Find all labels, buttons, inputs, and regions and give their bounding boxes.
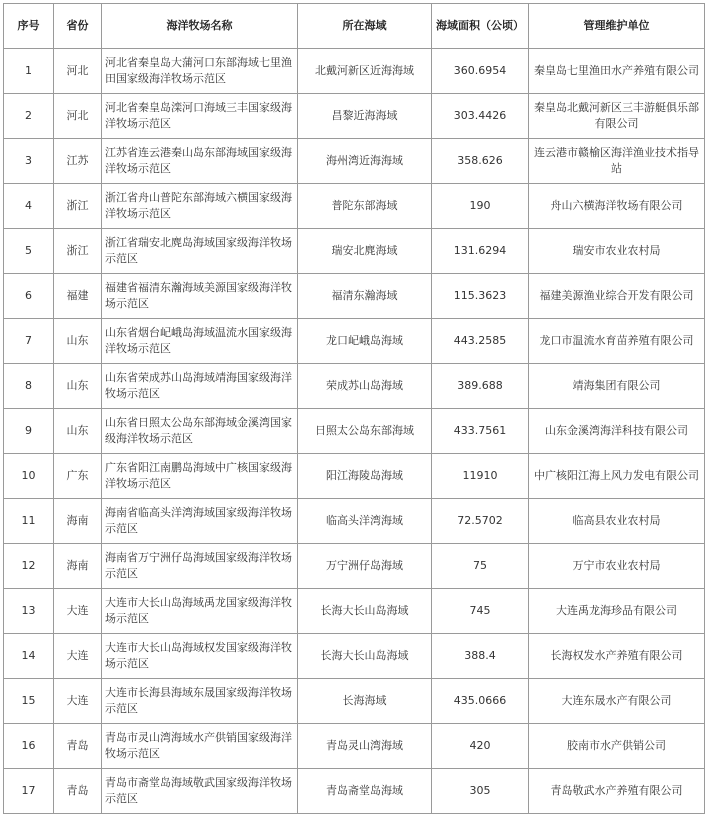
cell-province: 河北 bbox=[54, 94, 102, 139]
table-container bbox=[3, 3, 704, 814]
cell-name: 福建省福清东瀚海域美源国家级海洋牧场示范区 bbox=[102, 274, 298, 319]
cell-name: 青岛市灵山湾海域水产供销国家级海洋牧场示范区 bbox=[102, 724, 298, 769]
cell-sea: 青岛灵山湾海域 bbox=[298, 724, 432, 769]
cell-unit: 龙口市温流水育苗养殖有限公司 bbox=[529, 319, 705, 364]
cell-province: 大连 bbox=[54, 679, 102, 724]
cell-no: 17 bbox=[4, 769, 54, 814]
cell-no: 11 bbox=[4, 499, 54, 544]
cell-sea: 长海大长山岛海域 bbox=[298, 634, 432, 679]
cell-no: 15 bbox=[4, 679, 54, 724]
table-row bbox=[4, 319, 705, 364]
cell-province: 青岛 bbox=[54, 769, 102, 814]
cell-unit: 胶南市水产供销公司 bbox=[529, 724, 705, 769]
cell-name: 广东省阳江南鹏岛海域中广核国家级海洋牧场示范区 bbox=[102, 454, 298, 499]
cell-sea: 福清东瀚海域 bbox=[298, 274, 432, 319]
cell-sea: 海州湾近海海域 bbox=[298, 139, 432, 184]
cell-sea: 临高头洋湾海域 bbox=[298, 499, 432, 544]
cell-province: 山东 bbox=[54, 364, 102, 409]
cell-sea: 昌黎近海海域 bbox=[298, 94, 432, 139]
cell-unit: 长海权发水产养殖有限公司 bbox=[529, 634, 705, 679]
table-row bbox=[4, 409, 705, 454]
cell-province: 青岛 bbox=[54, 724, 102, 769]
cell-no: 3 bbox=[4, 139, 54, 184]
table-row bbox=[4, 634, 705, 679]
cell-province: 大连 bbox=[54, 634, 102, 679]
cell-province: 河北 bbox=[54, 49, 102, 94]
cell-unit: 福建美源渔业综合开发有限公司 bbox=[529, 274, 705, 319]
cell-name: 海南省临高头洋湾海域国家级海洋牧场示范区 bbox=[102, 499, 298, 544]
cell-sea: 日照太公岛东部海域 bbox=[298, 409, 432, 454]
cell-no: 4 bbox=[4, 184, 54, 229]
cell-area: 131.6294 bbox=[432, 229, 529, 274]
cell-unit: 瑞安市农业农村局 bbox=[529, 229, 705, 274]
cell-sea: 阳江海陵岛海域 bbox=[298, 454, 432, 499]
cell-sea: 北戴河新区近海海域 bbox=[298, 49, 432, 94]
cell-name: 江苏省连云港秦山岛东部海域国家级海洋牧场示范区 bbox=[102, 139, 298, 184]
cell-unit: 中广核阳江海上风力发电有限公司 bbox=[529, 454, 705, 499]
cell-no: 12 bbox=[4, 544, 54, 589]
cell-no: 2 bbox=[4, 94, 54, 139]
cell-unit: 山东金溪湾海洋科技有限公司 bbox=[529, 409, 705, 454]
cell-province: 山东 bbox=[54, 319, 102, 364]
table-row bbox=[4, 499, 705, 544]
cell-no: 10 bbox=[4, 454, 54, 499]
table-row bbox=[4, 184, 705, 229]
cell-name: 山东省日照太公岛东部海域金溪湾国家级海洋牧场示范区 bbox=[102, 409, 298, 454]
table-row bbox=[4, 589, 705, 634]
cell-name: 青岛市斋堂岛海域敬武国家级海洋牧场示范区 bbox=[102, 769, 298, 814]
table-row bbox=[4, 544, 705, 589]
cell-area: 389.688 bbox=[432, 364, 529, 409]
cell-province: 山东 bbox=[54, 409, 102, 454]
cell-province: 浙江 bbox=[54, 229, 102, 274]
table-row bbox=[4, 769, 705, 814]
cell-area: 420 bbox=[432, 724, 529, 769]
cell-area: 11910 bbox=[432, 454, 529, 499]
cell-no: 8 bbox=[4, 364, 54, 409]
header-no: 序号 bbox=[4, 4, 54, 49]
cell-unit: 青岛敬武水产养殖有限公司 bbox=[529, 769, 705, 814]
table-row bbox=[4, 274, 705, 319]
cell-province: 浙江 bbox=[54, 184, 102, 229]
cell-province: 大连 bbox=[54, 589, 102, 634]
cell-sea: 长海海域 bbox=[298, 679, 432, 724]
table-header-row bbox=[4, 4, 705, 49]
cell-area: 433.7561 bbox=[432, 409, 529, 454]
cell-name: 河北省秦皇岛滦河口海域三丰国家级海洋牧场示范区 bbox=[102, 94, 298, 139]
cell-unit: 连云港市赣榆区海洋渔业技术指导站 bbox=[529, 139, 705, 184]
cell-area: 115.3623 bbox=[432, 274, 529, 319]
cell-area: 443.2585 bbox=[432, 319, 529, 364]
cell-name: 浙江省舟山普陀东部海域六横国家级海洋牧场示范区 bbox=[102, 184, 298, 229]
header-unit: 管理维护单位 bbox=[529, 4, 705, 49]
cell-no: 1 bbox=[4, 49, 54, 94]
table-row bbox=[4, 364, 705, 409]
cell-area: 388.4 bbox=[432, 634, 529, 679]
cell-area: 360.6954 bbox=[432, 49, 529, 94]
table-row bbox=[4, 724, 705, 769]
cell-unit: 舟山六横海洋牧场有限公司 bbox=[529, 184, 705, 229]
cell-name: 河北省秦皇岛大蒲河口东部海域七里渔田国家级海洋牧场示范区 bbox=[102, 49, 298, 94]
header-area: 海域面积（公顷） bbox=[432, 4, 529, 49]
cell-sea: 青岛斋堂岛海域 bbox=[298, 769, 432, 814]
cell-name: 大连市长海县海域东晟国家级海洋牧场示范区 bbox=[102, 679, 298, 724]
cell-name: 山东省烟台屺峨岛海域温流水国家级海洋牧场示范区 bbox=[102, 319, 298, 364]
cell-area: 358.626 bbox=[432, 139, 529, 184]
cell-area: 190 bbox=[432, 184, 529, 229]
table-row bbox=[4, 139, 705, 184]
cell-no: 14 bbox=[4, 634, 54, 679]
cell-sea: 万宁洲仔岛海域 bbox=[298, 544, 432, 589]
table-row bbox=[4, 49, 705, 94]
table-row bbox=[4, 454, 705, 499]
cell-no: 6 bbox=[4, 274, 54, 319]
cell-unit: 临高县农业农村局 bbox=[529, 499, 705, 544]
cell-unit: 万宁市农业农村局 bbox=[529, 544, 705, 589]
cell-unit: 大连禹龙海珍品有限公司 bbox=[529, 589, 705, 634]
table-row bbox=[4, 679, 705, 724]
cell-unit: 秦皇岛七里渔田水产养殖有限公司 bbox=[529, 49, 705, 94]
cell-area: 745 bbox=[432, 589, 529, 634]
cell-name: 浙江省瑞安北麂岛海域国家级海洋牧场示范区 bbox=[102, 229, 298, 274]
cell-area: 305 bbox=[432, 769, 529, 814]
cell-area: 72.5702 bbox=[432, 499, 529, 544]
cell-province: 海南 bbox=[54, 544, 102, 589]
cell-area: 435.0666 bbox=[432, 679, 529, 724]
cell-no: 13 bbox=[4, 589, 54, 634]
header-province: 省份 bbox=[54, 4, 102, 49]
header-sea: 所在海域 bbox=[298, 4, 432, 49]
cell-no: 16 bbox=[4, 724, 54, 769]
cell-province: 江苏 bbox=[54, 139, 102, 184]
cell-name: 海南省万宁洲仔岛海域国家级海洋牧场示范区 bbox=[102, 544, 298, 589]
cell-province: 海南 bbox=[54, 499, 102, 544]
cell-area: 75 bbox=[432, 544, 529, 589]
cell-no: 9 bbox=[4, 409, 54, 454]
cell-unit: 大连东晟水产有限公司 bbox=[529, 679, 705, 724]
cell-name: 大连市大长山岛海域权发国家级海洋牧场示范区 bbox=[102, 634, 298, 679]
cell-sea: 普陀东部海域 bbox=[298, 184, 432, 229]
cell-no: 7 bbox=[4, 319, 54, 364]
cell-province: 福建 bbox=[54, 274, 102, 319]
cell-province: 广东 bbox=[54, 454, 102, 499]
cell-sea: 瑞安北麂海域 bbox=[298, 229, 432, 274]
table-row bbox=[4, 229, 705, 274]
cell-sea: 龙口屺峨岛海域 bbox=[298, 319, 432, 364]
cell-name: 山东省荣成苏山岛海域靖海国家级海洋牧场示范区 bbox=[102, 364, 298, 409]
header-name: 海洋牧场名称 bbox=[102, 4, 298, 49]
table-row bbox=[4, 94, 705, 139]
cell-sea: 荣成苏山岛海域 bbox=[298, 364, 432, 409]
cell-name: 大连市大长山岛海域禹龙国家级海洋牧场示范区 bbox=[102, 589, 298, 634]
cell-area: 303.4426 bbox=[432, 94, 529, 139]
cell-unit: 秦皇岛北戴河新区三丰游艇俱乐部有限公司 bbox=[529, 94, 705, 139]
cell-no: 5 bbox=[4, 229, 54, 274]
cell-sea: 长海大长山岛海域 bbox=[298, 589, 432, 634]
cell-unit: 靖海集团有限公司 bbox=[529, 364, 705, 409]
marine-ranch-table bbox=[3, 3, 705, 814]
